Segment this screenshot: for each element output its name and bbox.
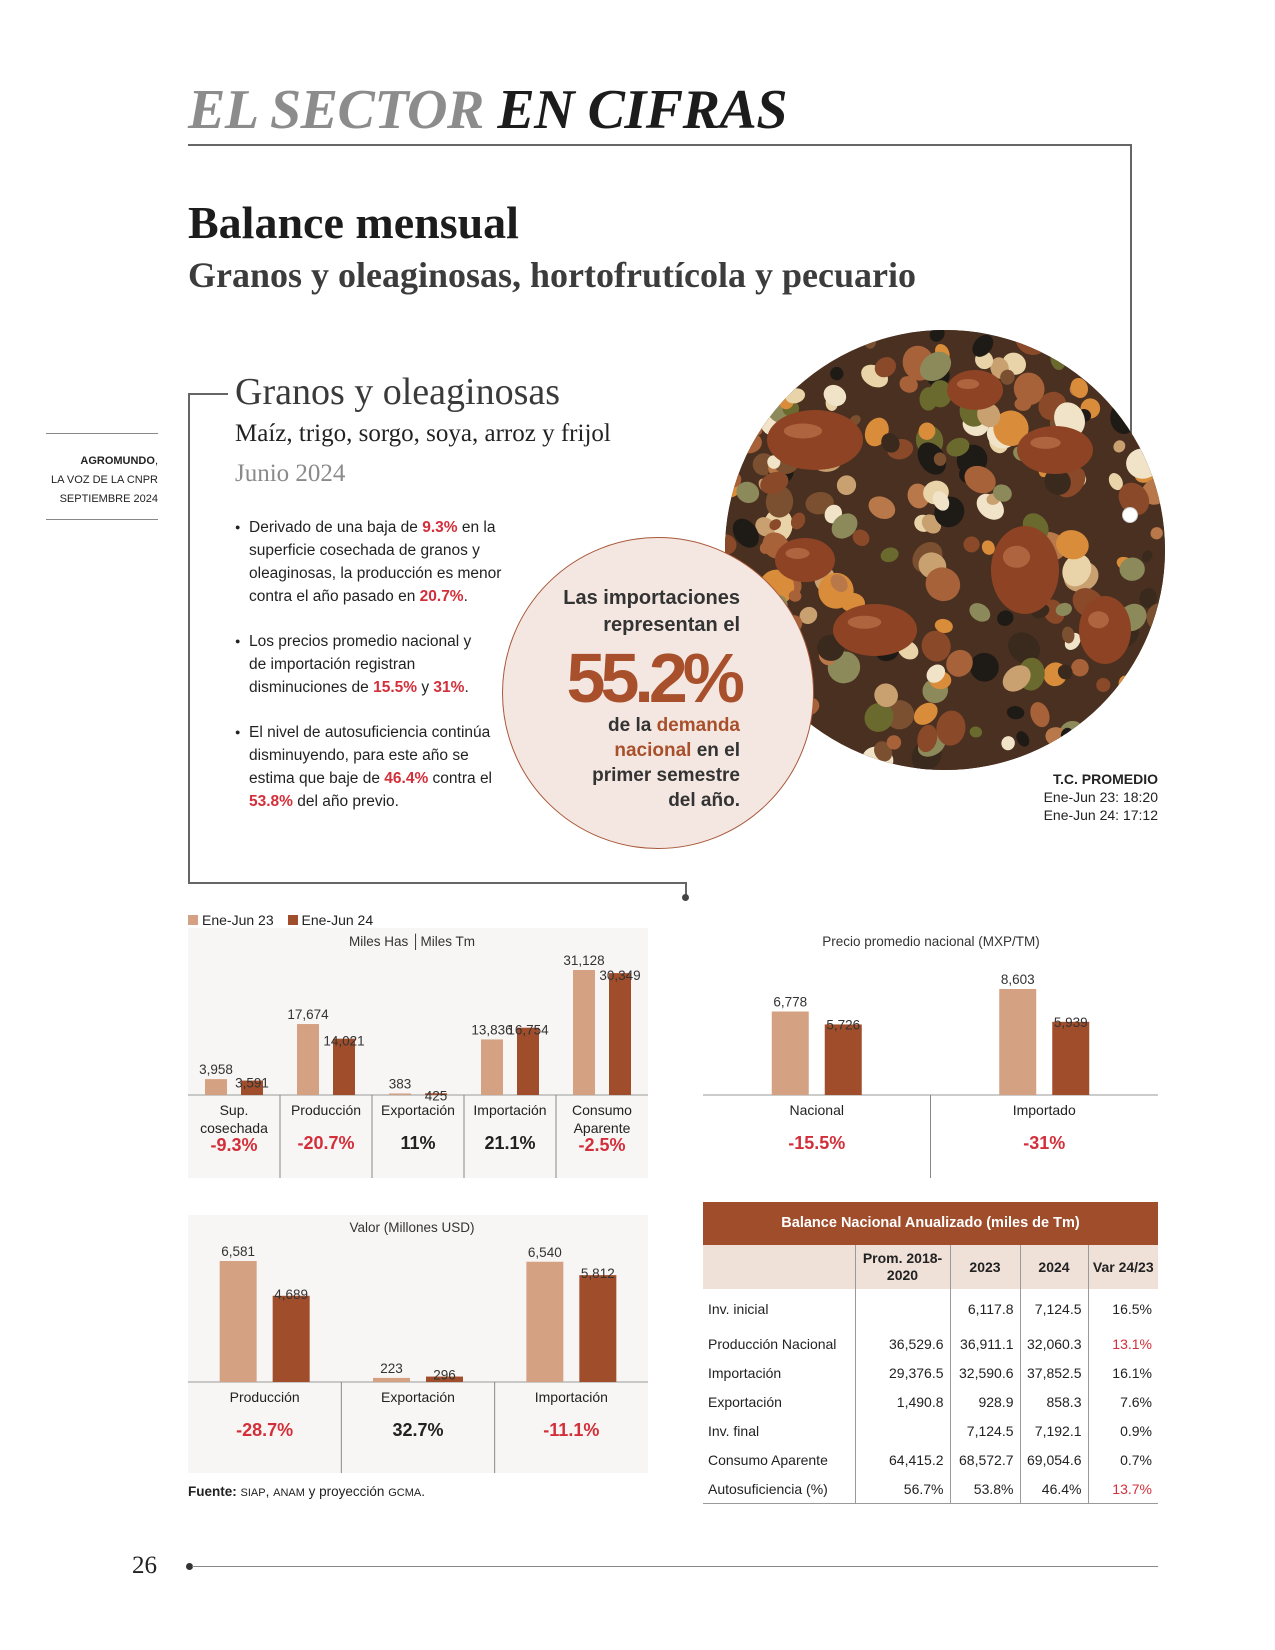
key-point: ● Derivado de una baja de 9.3% en la superficie cosechada de granos y oleaginosas, la producción es menor contra el año pasado en 20.7%. <box>235 516 511 608</box>
data-label: 425 <box>424 1088 448 1104</box>
legend-swatch-2024 <box>288 915 298 925</box>
category-label: Importación <box>534 1389 608 1405</box>
bar-ene-jun-23 <box>373 1378 410 1382</box>
key-point: ● El nivel de autosuficiencia continúa disminuyendo, para este año se estima que baje de 46.4% contra el 53.8% del año previo. <box>235 721 511 813</box>
data-label: 31,128 <box>563 953 605 968</box>
section-title: Granos y oleaginosas <box>235 371 561 413</box>
grain-shape <box>833 330 853 341</box>
table-cell: 7.6% <box>1088 1387 1158 1416</box>
data-label: 16,754 <box>507 1022 549 1038</box>
data-label: 3,591 <box>235 1075 269 1091</box>
change-label: -31% <box>1023 1133 1066 1153</box>
table-header-cell: Var 24/23 <box>1088 1245 1158 1289</box>
table-row <box>703 1445 1158 1474</box>
bar-ene-jun-23 <box>205 1079 227 1095</box>
grain-shape <box>725 336 767 382</box>
bar-ene-jun-24 <box>273 1296 310 1382</box>
change-label: 11% <box>400 1133 436 1153</box>
data-label: 5,726 <box>826 1017 861 1033</box>
table-cell: 7,124.5 <box>1020 1289 1088 1329</box>
sidebar-rule-top <box>46 433 158 434</box>
grain-shape <box>725 403 743 418</box>
bar-ene-jun-24 <box>517 1028 539 1095</box>
table-row <box>703 1329 1158 1358</box>
bean-highlight <box>1030 437 1060 449</box>
exchange-rate-title: T.C. PROMEDIO <box>1052 771 1158 787</box>
data-label: 296 <box>433 1367 456 1383</box>
table-cell <box>855 1289 950 1329</box>
category-label: Producción <box>290 1102 362 1118</box>
table-cell: 36,911.1 <box>950 1329 1020 1358</box>
value-chart <box>188 1215 648 1473</box>
header-rule <box>188 144 1131 146</box>
grain-shape <box>1153 415 1165 438</box>
category-label: Importado <box>1012 1102 1076 1118</box>
data-label: 6,540 <box>527 1244 562 1260</box>
data-label: 223 <box>380 1360 403 1376</box>
grain-shape <box>1062 351 1075 363</box>
bean-shape <box>767 410 863 470</box>
table-cell: 16.5% <box>1088 1289 1158 1329</box>
frame-left-line <box>188 393 190 883</box>
bean-highlight <box>1088 611 1109 628</box>
table-cell: 0.9% <box>1088 1416 1158 1445</box>
callout-outro: de la demanda nacional en el primer semestre del año. <box>592 715 740 811</box>
table-cell: 32,060.3 <box>1020 1329 1088 1358</box>
table-cell: 13.1% <box>1088 1329 1158 1358</box>
frame-bottom-line <box>188 882 686 884</box>
legend-swatch-2023 <box>188 915 198 925</box>
grain-shape <box>1145 725 1165 758</box>
category-label: Aparente <box>573 1120 631 1136</box>
grain-shape <box>748 368 769 389</box>
grain-shape <box>1146 641 1165 677</box>
grain-shape <box>1069 752 1102 770</box>
legend-label-2024: Ene-Jun 24 <box>301 912 374 928</box>
category-label: Sup. <box>219 1102 249 1118</box>
bar-ene-jun-24 <box>609 973 631 1095</box>
data-label: 8,603 <box>1000 972 1035 987</box>
table-cell: 858.3 <box>1020 1387 1088 1416</box>
bar-ene-jun-23 <box>389 1093 411 1095</box>
table-header-cell: 2024 <box>1020 1245 1088 1289</box>
table-cell: 0.7% <box>1088 1445 1158 1474</box>
table-cell: 69,054.6 <box>1020 1445 1088 1474</box>
change-label: -15.5% <box>788 1133 846 1153</box>
bean-highlight <box>1003 546 1030 568</box>
table-row <box>703 1358 1158 1387</box>
grain-shape <box>753 390 773 414</box>
section-header <box>188 78 787 142</box>
table-cell: Inv. final <box>708 1422 760 1439</box>
grain-shape <box>725 412 749 435</box>
data-label: 17,674 <box>287 1007 329 1023</box>
grain-shape <box>1120 742 1139 761</box>
bar-ene-jun-24 <box>825 1024 862 1095</box>
price-chart <box>703 928 1158 1178</box>
connector-dot <box>1122 507 1138 523</box>
table-cell: 68,572.7 <box>950 1445 1020 1474</box>
grain-shape <box>1143 330 1165 362</box>
grain-shape <box>1139 711 1162 734</box>
bean-shape <box>1079 596 1131 664</box>
table-row <box>703 1416 1158 1445</box>
category-label: Exportación <box>381 1102 455 1118</box>
bar-ene-jun-23 <box>297 1024 319 1095</box>
bean-shape <box>1017 426 1093 474</box>
exchange-rate-2024: Ene-Jun 24: 17:12 <box>1043 807 1158 823</box>
category-label: Nacional <box>789 1102 844 1118</box>
frame-top-line <box>188 393 228 395</box>
grain-shape <box>1111 367 1146 397</box>
table-cell: Producción Nacional <box>708 1335 837 1352</box>
table-cell: 16.1% <box>1088 1358 1158 1387</box>
data-label: 6,778 <box>773 994 808 1010</box>
volume-chart <box>188 928 648 1178</box>
key-points-list <box>235 516 511 835</box>
table-cell: 36,529.6 <box>855 1329 950 1358</box>
category-label: cosechada <box>200 1120 268 1136</box>
header-part1: EL SECTOR <box>188 79 484 141</box>
legend-label-2023: Ene-Jun 23 <box>202 912 274 928</box>
table-cell: 32,590.6 <box>950 1358 1020 1387</box>
brand-tagline: LA VOZ DE LA CNPR <box>51 474 158 486</box>
grain-shape <box>887 735 902 749</box>
bar-ene-jun-23 <box>220 1261 257 1382</box>
source-note: Fuente: SIAP, ANAM y proyección GCMA. <box>188 1484 425 1499</box>
change-label: -20.7% <box>297 1133 355 1153</box>
change-label: -11.1% <box>543 1420 600 1440</box>
bar-ene-jun-23 <box>526 1262 563 1382</box>
bar-ene-jun-24 <box>1052 1022 1089 1095</box>
grain-shape <box>1131 661 1165 703</box>
grain-shape <box>1146 401 1162 416</box>
table-cell: Consumo Aparente <box>708 1451 828 1468</box>
bean-highlight <box>784 424 822 439</box>
exchange-rate-box <box>1044 770 1158 824</box>
table-cell: 13.7% <box>1088 1474 1158 1504</box>
category-label: Exportación <box>381 1389 455 1405</box>
table-row <box>703 1474 1158 1504</box>
bean-highlight <box>957 379 979 389</box>
bar-ene-jun-23 <box>999 989 1036 1095</box>
table-header-cell <box>703 1245 855 1289</box>
chart-title: Valor (Millones USD) <box>349 1220 475 1235</box>
bar-ene-jun-23 <box>772 1011 809 1095</box>
table-cell: 56.7% <box>855 1474 950 1504</box>
key-point: ● Los precios promedio nacional y de importación registran disminuciones de 15.5% y 31%. <box>235 630 489 699</box>
table-cell: Importación <box>708 1364 782 1381</box>
sidebar-rule-bottom <box>46 519 158 520</box>
data-label: 5,812 <box>580 1266 615 1282</box>
table-cell: 7,192.1 <box>1020 1416 1088 1445</box>
exchange-rate-2023: Ene-Jun 23: 18:20 <box>1043 789 1158 805</box>
table-header-cell: 2023 <box>950 1245 1020 1289</box>
change-label: 21.1% <box>484 1133 536 1153</box>
grain-shape <box>1133 349 1165 385</box>
bean-highlight <box>786 548 810 559</box>
table-header-row <box>703 1245 1158 1289</box>
table-cell: Exportación <box>708 1393 782 1410</box>
bean-shape <box>991 526 1059 614</box>
grain-shape <box>1091 336 1107 352</box>
table-cell: 53.8% <box>950 1474 1020 1504</box>
table-cell: 1,490.8 <box>855 1387 950 1416</box>
table-cell: Autosuficiencia (%) <box>703 1474 855 1504</box>
grain-shape <box>760 330 781 348</box>
bean-shape <box>947 370 1003 410</box>
data-label: 5,939 <box>1053 1014 1088 1030</box>
data-label: 3,958 <box>199 1062 233 1078</box>
category-label: Importación <box>473 1102 547 1118</box>
grain-shape <box>769 330 799 349</box>
bar-ene-jun-24 <box>579 1275 616 1382</box>
section-items: Maíz, trigo, sorgo, soya, arroz y frijol <box>235 420 611 447</box>
grain-shape <box>1133 330 1154 341</box>
data-label: 6,581 <box>221 1244 256 1259</box>
grain-shape <box>1103 734 1128 760</box>
page-number: 26 <box>132 1552 157 1579</box>
change-label: -9.3% <box>210 1135 258 1155</box>
table-row <box>703 1387 1158 1416</box>
change-label: -2.5% <box>578 1135 626 1155</box>
brand-name: AGROMUNDO <box>80 455 155 467</box>
change-label: 32.7% <box>392 1420 444 1440</box>
section-period: Junio 2024 <box>235 460 346 487</box>
table-cell: 7,124.5 <box>950 1416 1020 1445</box>
grain-shape <box>751 346 779 380</box>
table-cell: 64,415.2 <box>855 1445 950 1474</box>
chart-title: Precio promedio nacional (MXP/TM) <box>822 934 1040 949</box>
balance-table-title: Balance Nacional Anualizado (miles de Tm) <box>703 1202 1158 1245</box>
issue-date: SEPTIEMBRE 2024 <box>59 493 158 505</box>
grain-shape <box>1081 736 1109 763</box>
grain-shape <box>1135 384 1165 414</box>
grain-shape <box>725 330 764 368</box>
change-label: -28.7% <box>236 1420 294 1440</box>
grain-shape <box>1144 699 1159 713</box>
grain-shape <box>1124 746 1149 768</box>
callout-big-number: 55.2% <box>566 639 740 717</box>
balance-table <box>703 1245 1158 1504</box>
header-part2: EN CIFRAS <box>497 79 787 141</box>
table-cell: Inv. inicial <box>708 1301 769 1317</box>
chart-title: Miles Has │Miles Tm <box>349 934 475 949</box>
category-label: Consumo <box>572 1102 632 1118</box>
bar-ene-jun-23 <box>573 970 595 1095</box>
table-cell: 46.4% <box>1020 1474 1088 1504</box>
table-cell: 29,376.5 <box>855 1358 950 1387</box>
category-label: Producción <box>229 1389 300 1405</box>
callout-intro: Las importaciones representan el <box>563 587 740 636</box>
data-label: 13,836 <box>471 1022 513 1038</box>
page-title: Balance mensual <box>188 197 519 248</box>
data-label: 383 <box>388 1076 412 1092</box>
chart-legend <box>188 912 373 928</box>
table-row <box>703 1289 1158 1329</box>
footer-rule <box>192 1566 1158 1567</box>
bean-shape <box>833 604 917 656</box>
table-cell: 37,852.5 <box>1020 1358 1088 1387</box>
table-header-cell: Prom. 2018-2020 <box>855 1245 950 1289</box>
grain-shape <box>753 350 769 369</box>
grain-shape <box>1123 669 1154 705</box>
data-label: 14,021 <box>323 1033 365 1049</box>
publication-credit: AGROMUNDO, LA VOZ DE LA CNPR SEPTIEMBRE 2024 <box>40 452 158 509</box>
balance-table-container <box>703 1202 1158 1504</box>
data-label: 30,349 <box>599 968 641 984</box>
grain-shape <box>750 337 792 379</box>
data-label: 4,689 <box>274 1286 309 1302</box>
grain-shape <box>745 330 778 355</box>
bean-highlight <box>848 616 882 629</box>
grain-shape <box>776 330 820 354</box>
table-cell: 928.9 <box>950 1387 1020 1416</box>
table-cell <box>855 1416 950 1445</box>
table-cell: 6,117.8 <box>950 1289 1020 1329</box>
page-subtitle: Granos y oleaginosas, hortofrutícola y pecuario <box>188 255 916 295</box>
bean-shape <box>775 538 835 582</box>
bar-ene-jun-23 <box>481 1039 503 1095</box>
frame-dot <box>682 894 689 901</box>
